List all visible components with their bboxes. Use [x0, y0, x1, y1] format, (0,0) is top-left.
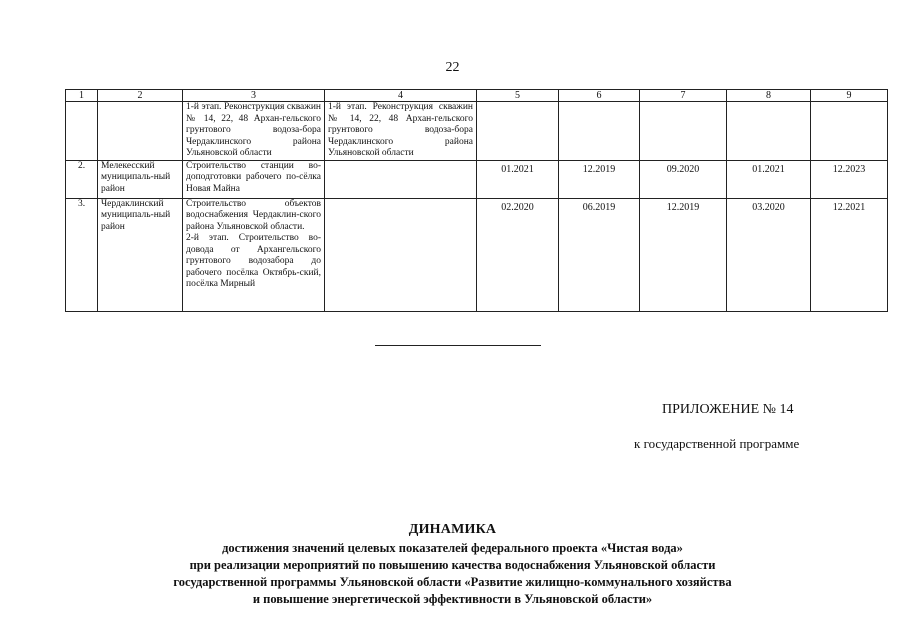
row-number: 3.: [66, 198, 98, 311]
event-cell-col3: Строительство станции во-доподготовки рабочего по-сёлка Новая Майна: [183, 160, 325, 198]
appendix-subtitle: к государственной программе: [634, 436, 800, 451]
col-header: 8: [727, 90, 811, 102]
dynamics-subtitle: [0, 540, 905, 608]
date-cell: [811, 102, 888, 161]
date-cell: 12.2019: [559, 160, 640, 198]
appendix-title: ПРИЛОЖЕНИЕ № 14: [662, 402, 794, 417]
date-cell: 03.2020: [727, 198, 811, 311]
col-header: 5: [477, 90, 559, 102]
col-header: 6: [559, 90, 640, 102]
col-header: 9: [811, 90, 888, 102]
date-cell: 01.2021: [727, 160, 811, 198]
date-cell: 12.2023: [811, 160, 888, 198]
date-cell: 12.2019: [640, 198, 727, 311]
date-cell: 06.2019: [559, 198, 640, 311]
event-text-part2: 2-й этап. Строительство во-довода от Архангельского грунтового водозабора до рабочего посёлка Октябрь-ский, посёлка Мирный: [186, 233, 321, 289]
event-cell-col3: 1-й этап. Реконструкция скважин № 14, 22, 48 Архан-гельского грунтового водоза-бора Чердаклинского района Ульяновской области: [183, 102, 325, 161]
district-cell: [98, 102, 183, 161]
col-header: 7: [640, 90, 727, 102]
date-cell: [640, 102, 727, 161]
event-cell-col3: [183, 198, 325, 311]
page-number: 22: [445, 60, 460, 75]
event-text-part1: Строительство объектов водоснабжения Чердаклин-ского района Ульяновской области.: [186, 198, 321, 232]
subtitle-line: и повышение энергетической эффективности в Ульяновской области»: [252, 592, 653, 606]
event-cell-col4: [325, 198, 477, 311]
district-cell: Мелекесский муниципаль-ный район: [98, 160, 183, 198]
row-number: [66, 102, 98, 161]
date-cell: [477, 102, 559, 161]
subtitle-line: достижения значений целевых показателей федерального проекта «Чистая вода»: [222, 541, 683, 555]
col-header: 1: [66, 90, 98, 102]
date-cell: 01.2021: [477, 160, 559, 198]
district-cell: Чердаклинский муниципаль-ный район: [98, 198, 183, 311]
date-cell: 02.2020: [477, 198, 559, 311]
row-number: 2.: [66, 160, 98, 198]
event-cell-col4: 1-й этап. Реконструкция скважин № 14, 22, 48 Архан-гельского грунтового водоза-бора Чердаклинского района Ульяновской области: [325, 102, 477, 161]
subtitle-line: государственной программы Ульяновской области «Развитие жилищно-коммунального хозяйства: [173, 575, 732, 589]
date-cell: [727, 102, 811, 161]
section-divider: [375, 345, 541, 346]
table-row: [66, 160, 888, 198]
date-cell: [559, 102, 640, 161]
table-header-row: [66, 90, 888, 102]
dynamics-title: ДИНАМИКА: [408, 522, 497, 537]
col-header: 3: [183, 90, 325, 102]
subtitle-line: при реализации мероприятий по повышению качества водоснабжения Ульяновской области: [189, 558, 716, 572]
date-cell: 09.2020: [640, 160, 727, 198]
table-row: [66, 198, 888, 311]
col-header: 2: [98, 90, 183, 102]
events-table: [65, 89, 888, 312]
col-header: 4: [325, 90, 477, 102]
table-row: [66, 102, 888, 161]
date-cell: 12.2021: [811, 198, 888, 311]
event-cell-col4: [325, 160, 477, 198]
